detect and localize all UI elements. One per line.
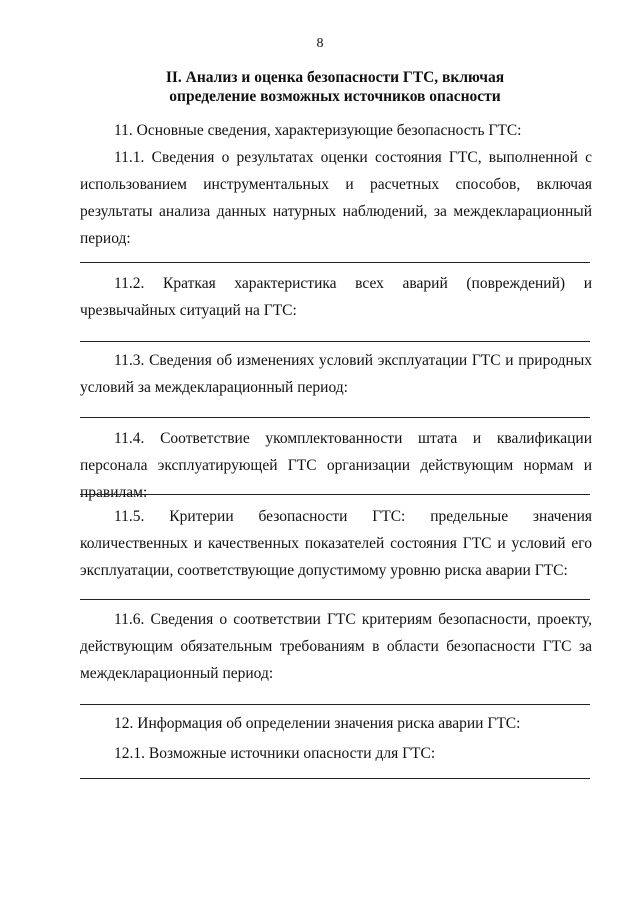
fill-line-11-6 [80, 704, 590, 705]
paragraph-12-1: 12.1. Возможные источники опасности для ГТС: [114, 745, 436, 762]
fill-line-11-5 [80, 599, 590, 600]
paragraph-11-2: 11.2. Краткая характеристика всех аварий (повреждений) и чрезвычайных ситуаций на ГТС: [80, 275, 592, 319]
page-number: 8 [316, 36, 324, 51]
section-title-line-1: II. Анализ и оценка безопасности ГТС, включая [165, 69, 505, 86]
fill-line-12-1 [80, 778, 590, 779]
paragraph-11-4: 11.4. Соответствие укомплектованности штата и квалификации персонала эксплуатирующей ГТС организации действующим нормам и правилам: [80, 430, 592, 501]
section-title-line-2: определение возможных источников опасности [169, 88, 501, 105]
paragraph-11-3: 11.3. Сведения об изменениях условий эксплуатации ГТС и природных условий за междекларационный период: [80, 352, 592, 396]
fill-line-11-3 [80, 417, 590, 418]
paragraph-11: 11. Основные сведения, характеризующие безопасность ГТС: [114, 122, 522, 139]
section-title [80, 68, 590, 106]
fill-line-11-1 [80, 262, 590, 263]
paragraph-11-5: 11.5. Критерии безопасности ГТС: предельные значения количественных и качественных показателей состояния ГТС и условий его эксплуатации, соответствующие допустимому уровню риска аварии ГТС: [80, 508, 592, 579]
fill-line-11-2 [80, 341, 590, 342]
paragraph-11-6: 11.6. Сведения о соответствии ГТС критериям безопасности, проекту, действующим обязательным требованиям в области безопасности ГТС за междекларационный период: [80, 611, 592, 682]
paragraph-12: 12. Информация об определении значения риска аварии ГТС: [114, 715, 521, 732]
paragraph-11-1: 11.1. Сведения о результатах оценки состояния ГТС, выполненной с использованием инструментальных и расчетных способов, включая результаты анализа данных натурных наблюдений, за междекларационный период: [80, 149, 592, 247]
fill-line-11-4 [80, 494, 590, 495]
